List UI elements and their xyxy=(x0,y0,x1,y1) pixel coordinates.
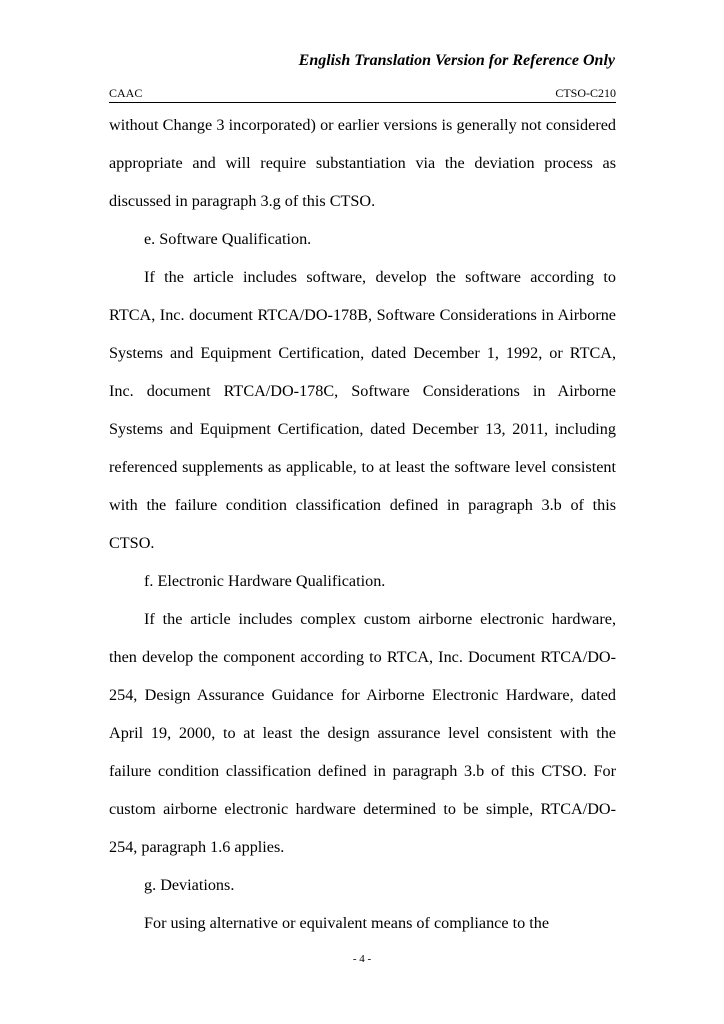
page-number: - 4 - xyxy=(352,953,372,965)
paragraph-deviations: For using alternative or equivalent means of compliance to the xyxy=(144,914,550,932)
document-body xyxy=(109,106,616,942)
header-document-id: CTSO-C210 xyxy=(555,86,616,100)
paragraph-continuation: without Change 3 incorporated) or earlier versions is generally not considered appropriate and will require substantiation via the deviation process as discussed in paragraph 3.g of this CTSO. xyxy=(109,116,616,210)
section-heading-software-qualification: e. Software Qualification. xyxy=(144,230,312,248)
header-organization: CAAC xyxy=(109,86,143,100)
paragraph-electronic-hardware-qualification: If the article includes complex custom airborne electronic hardware, then develop the component according to RTCA, Inc. Document RTCA/DO-254, Design Assurance Guidance for Airborne Electronic Hardware, dated April 19, 2000, to at least the design assurance level consistent with the failure condition classification defined in paragraph 3.b of this CTSO. For custom airborne electronic hardware determined to be simple, RTCA/DO-254, paragraph 1.6 applies. xyxy=(109,610,616,856)
section-heading-electronic-hardware-qualification: f. Electronic Hardware Qualification. xyxy=(144,572,386,590)
document-title: English Translation Version for Reference Only xyxy=(298,52,615,69)
section-heading-deviations: g. Deviations. xyxy=(144,876,235,894)
running-header xyxy=(109,86,616,103)
paragraph-software-qualification: If the article includes software, develop the software according to RTCA, Inc. document RTCA/DO-178B, Software Considerations in Airborne Systems and Equipment Certification, dated December 1, 1992, or RTCA, Inc. document RTCA/DO-178C, Software Considerations in Airborne Systems and Equipment Certification, dated December 13, 2011, including referenced supplements as applicable, to at least the software level consistent with the failure condition classification defined in paragraph 3.b of this CTSO. xyxy=(109,268,616,552)
